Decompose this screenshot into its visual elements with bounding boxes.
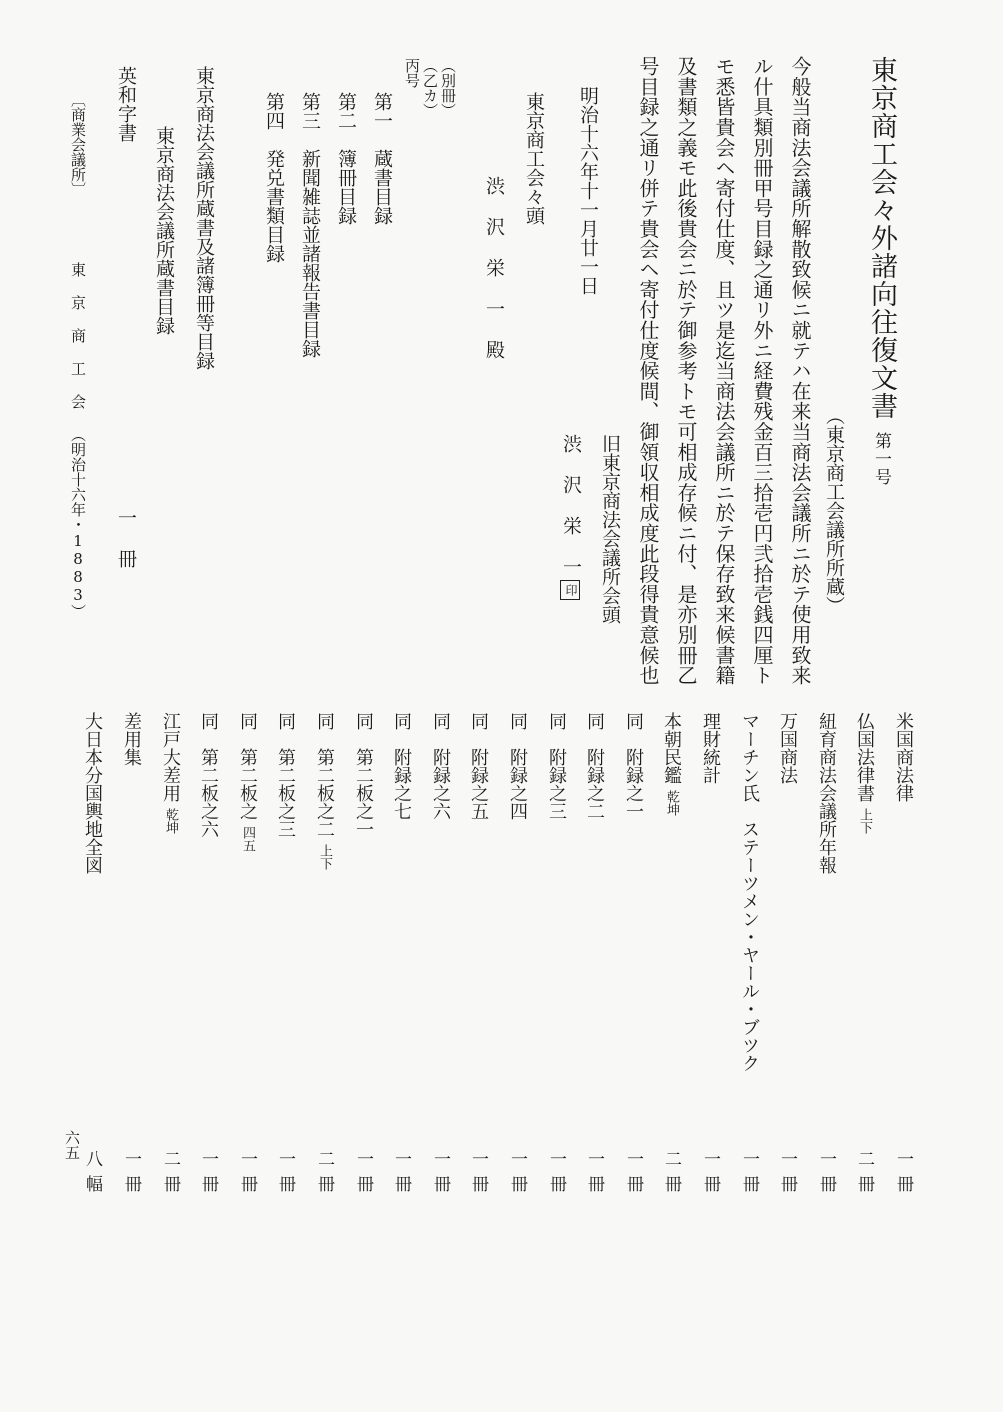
book-title: 大日本分国輿地全図 [82, 712, 103, 874]
item-name: 発兑書類目録 [263, 149, 285, 263]
book-entry [199, 712, 217, 838]
attachment-item [264, 92, 283, 263]
book-title: 同 附録之二 [584, 712, 605, 820]
book-entry [276, 712, 294, 838]
letter-date: 明治十六年十一月廿一日 [577, 86, 599, 295]
book-count: 二冊 [661, 1150, 681, 1200]
item-num: 第四 [263, 92, 285, 130]
attachment-item [336, 92, 355, 225]
seal-stamp: 印 [560, 580, 580, 600]
book-count: 八幅 [82, 1150, 102, 1200]
book-title: 同 附録之七 [391, 712, 412, 820]
book-count: 一冊 [507, 1150, 527, 1200]
book-count: 一冊 [546, 1150, 566, 1200]
book-title: 同 第二板之六 [198, 712, 219, 838]
attachment-label-2: （乙カ） [421, 58, 439, 118]
document-title-text: 東京商工会々外諸向往復文書 [866, 56, 897, 420]
book-title: 江戸大差用 [160, 712, 181, 802]
book-title: 同 附録之六 [430, 712, 451, 820]
book-title: 同 第二板之二 [314, 712, 335, 838]
book-title: 米国商法律 [893, 712, 914, 802]
item-name: 蔵書目録 [371, 149, 393, 225]
page-number: 六五 [63, 1130, 81, 1160]
item-name: 新聞雑誌並諸報告書目録 [299, 149, 321, 358]
book-note: 乾坤 [163, 808, 178, 834]
book-entry [855, 712, 873, 834]
attachment-label-1: （別冊） [439, 58, 457, 118]
book-title: 同 附録之一 [623, 712, 644, 820]
book-title: 紐育商法会議所年報 [816, 712, 837, 874]
source-label: 〔商業会議所〕 [69, 92, 87, 197]
letter-line-2: ル什具類別冊甲号目録之通リ外ニ経費残金百三拾壱円弐拾壱銭四厘ト [750, 56, 774, 686]
book-title: 差用集 [121, 712, 142, 766]
book-note: 四五 [240, 826, 255, 852]
book-title: 同 第二板之 [237, 712, 258, 820]
recipient-org: 東京商工会々頭 [523, 92, 545, 225]
document-title [868, 56, 895, 486]
book-count: 一冊 [430, 1150, 450, 1200]
book-entry [662, 712, 680, 816]
catalog-subtitle: 東京商法会議所蔵書目録 [153, 126, 175, 335]
book-count: 一冊 [777, 1150, 797, 1200]
sender-signature [560, 434, 580, 600]
book-title: 理財統計 [700, 712, 721, 784]
book-count: 二冊 [314, 1150, 334, 1200]
book-count: 二冊 [160, 1150, 180, 1200]
book-entry [354, 712, 372, 838]
book-entry [547, 712, 565, 820]
first-book-title: 英和字書 [115, 66, 137, 142]
book-entry [778, 712, 796, 784]
book-note: 上下 [857, 808, 872, 834]
book-count: 一冊 [275, 1150, 295, 1200]
attachment-label-3: 丙号 [403, 58, 421, 88]
book-entry [585, 712, 603, 820]
letter-line-1: 今般当商法会議所解散致候ニ就テハ在来当商法会議所ニ於テ使用致来 [788, 56, 812, 686]
letter-line-3: モ悉皆貴会ヘ寄付仕度、且ツ是迄当商法会議所ニ於テ保存致来候書籍 [712, 56, 736, 686]
sender-name: 渋 沢 栄 一 [560, 434, 582, 576]
book-count: 一冊 [584, 1150, 604, 1200]
book-count: 一冊 [353, 1150, 373, 1200]
document-number: 第一号 [871, 432, 891, 486]
book-count: 一冊 [391, 1150, 411, 1200]
book-title: 本朝民鑑 [661, 712, 682, 784]
book-title: マーチン氏 ステーツメン・ヤール・ブツク [739, 712, 760, 1072]
book-entry [740, 712, 758, 1072]
book-title: 同 第二板之一 [353, 712, 374, 838]
sender-org: 旧東京商法会議所会頭 [599, 434, 621, 624]
book-entry [122, 712, 140, 766]
item-num: 第二 [335, 92, 357, 130]
book-title: 仏国法律書 [854, 712, 875, 802]
book-entry [161, 712, 179, 834]
item-num: 第一 [371, 92, 393, 130]
book-entry [238, 712, 256, 852]
attachment-item [372, 92, 391, 225]
book-count: 一冊 [700, 1150, 720, 1200]
book-count: 一冊 [468, 1150, 488, 1200]
source-org-year: 東 京 商 工 会 （明治十六年・1883） [69, 262, 87, 619]
book-count: 一冊 [198, 1150, 218, 1200]
book-entry [315, 712, 333, 870]
recipient-name: 渋 沢 栄 一 殿 [483, 176, 505, 359]
book-title: 同 附録之四 [507, 712, 528, 820]
book-count: 一冊 [121, 1150, 141, 1200]
first-book-count: 一 冊 [115, 508, 137, 568]
book-entry [392, 712, 410, 820]
book-entry [431, 712, 449, 820]
book-entry [624, 712, 642, 820]
book-entry [83, 712, 101, 874]
book-note: 上下 [317, 844, 332, 870]
book-entry [508, 712, 526, 820]
book-count: 一冊 [893, 1150, 913, 1200]
book-entry [469, 712, 487, 820]
item-num: 第三 [299, 92, 321, 130]
book-count: 一冊 [739, 1150, 759, 1200]
book-count: 二冊 [854, 1150, 874, 1200]
book-entry [701, 712, 719, 784]
book-title: 同 附録之三 [546, 712, 567, 820]
book-count: 一冊 [816, 1150, 836, 1200]
letter-line-5: 号目録之通リ併テ貴会ヘ寄付仕度候間、御領収相成度此段得貴意候也 [636, 56, 660, 686]
book-title: 同 第二板之三 [275, 712, 296, 838]
book-entry [894, 712, 912, 802]
book-count: 一冊 [623, 1150, 643, 1200]
item-name: 簿冊目録 [335, 149, 357, 225]
book-entry [817, 712, 835, 874]
book-title: 万国商法 [777, 712, 798, 784]
attachment-item [300, 92, 319, 358]
book-note: 乾坤 [664, 790, 679, 816]
book-title: 同 附録之五 [468, 712, 489, 820]
catalog-title: 東京商法会議所蔵書及諸簿冊等目録 [193, 66, 215, 370]
collection-note: （東京商工会議所所蔵） [823, 406, 845, 615]
letter-line-4: 及書類之義モ此後貴会ニ於テ御参考トモ可相成存候ニ付、是亦別冊乙 [674, 56, 698, 686]
book-count: 一冊 [237, 1150, 257, 1200]
